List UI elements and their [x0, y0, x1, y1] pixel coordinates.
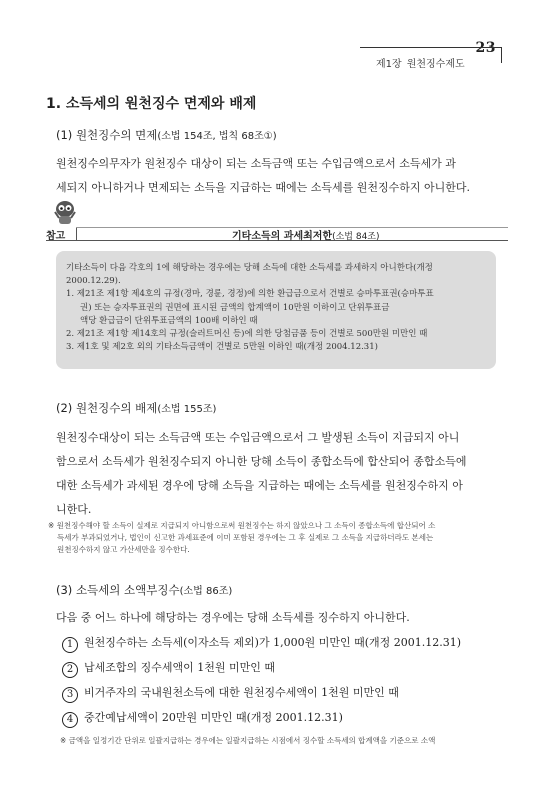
chapter-title: 원천징수제도 [406, 59, 465, 70]
sub1-heading-ref: (소법 154조, 법칙 68조①) [157, 131, 277, 142]
chapter-number: 제1장 [376, 59, 402, 70]
circled-number: 4 [62, 712, 78, 728]
note-item-cont: 액당 환급금이 단위투표금액의 100배 이하인 때 [80, 315, 258, 326]
note-tab-divider [76, 227, 77, 240]
list-item-text: 납세조합의 징수세액이 1천원 미만인 때 [84, 661, 275, 674]
note-title-text: 기타소득의 과세최저한 [232, 231, 333, 242]
sub2-heading-text: (2) 원천징수의 배제 [56, 401, 158, 415]
sub3-intro: 다음 중 어느 하나에 해당하는 경우에는 당해 소득세를 징수하지 아니한다. [56, 611, 410, 624]
sub2-para-line: 원천징수대상이 되는 소득금액 또는 수입금액으로서 그 발생된 소득이 지급되지 아니 [56, 431, 460, 444]
sub2-para-line: 니한다. [56, 503, 92, 516]
sub1-paragraph [56, 152, 504, 200]
note-item-cont: 권) 또는 승자투표권의 권면에 표시된 금액의 합계액이 10만원 이하이고 단위투표금 [80, 302, 390, 313]
section-title: 1. 소득세의 원천징수 면제와 배제 [46, 96, 257, 112]
mascot-icon [52, 198, 78, 226]
circled-number: 1 [62, 637, 78, 653]
sub1-heading-text: (1) 원천징수의 면제 [56, 128, 158, 142]
sub3-heading [56, 582, 232, 598]
sub1-heading [56, 127, 277, 143]
list-item-text: 원천징수하는 소득세(이자소득 제외)가 1,000원 미만인 때(개정 2001.12.31) [84, 636, 462, 649]
chapter-label [376, 55, 465, 70]
note-title [232, 227, 380, 242]
list-item [62, 684, 399, 703]
sub3-footnote: ※ 금액을 일정기간 단위로 일괄지급하는 경우에는 일괄지급하는 시점에서 징수할 소득세의 합계액을 기준으로 소액 [60, 736, 436, 745]
note-item: 1. 제21조 제1항 제4호의 규정(경마, 경륜, 경정)에 의한 환급금으로서 건별로 승마투표권(승마투표 [66, 289, 434, 300]
sub2-heading [56, 400, 216, 416]
list-item-text: 중간예납세액이 20만원 미만인 때(개정 2001.12.31) [84, 711, 343, 724]
sub3-heading-text: (3) 소득세의 소액부징수 [56, 583, 180, 597]
footnote-line: 득세가 부과되었거나, 법인이 신고한 과세표준에 이미 포함된 경우에는 그 후 실제로 그 소득을 지급하더라도 본세는 [57, 533, 434, 542]
note-title-ref: (소법 84조) [332, 232, 380, 242]
footnote-line: 원천징수하지 않고 가산세만을 징수한다. [57, 545, 190, 554]
note-line: 2000.12.29). [66, 276, 121, 287]
note-item: 2. 제21조 제1항 제14호의 규정(슬러트머신 등)에 의한 당첨금품 등이 건별로 500만원 미만인 때 [66, 329, 428, 340]
sub3-heading-ref: (소법 86조) [179, 586, 233, 597]
note-tab: 참고 [46, 231, 66, 242]
sub1-para-line: 세되지 아니하거나 면제되는 소득을 지급하는 때에는 소득세를 원천징수하지 아니한다. [56, 181, 471, 194]
note-item: 3. 제1호 및 제2호 외의 기타소득금액이 건별로 5만원 이하인 때(개정 2004.12.31) [66, 342, 378, 353]
list-item [62, 659, 275, 678]
circled-number: 2 [62, 662, 78, 678]
header-rule [360, 47, 502, 48]
note-line: 기타소득이 다음 각호의 1에 해당하는 경우에는 당해 소득에 대한 소득세를 과세하지 아니한다(개정 [66, 263, 433, 273]
sub2-heading-ref: (소법 155조) [157, 404, 217, 415]
list-item-text: 비거주자의 국내원천소득에 대한 원천징수세액이 1천원 미만인 때 [84, 686, 399, 699]
circled-number: 3 [62, 687, 78, 703]
note-body [66, 262, 486, 354]
sub1-para-line: 원천징수의무자가 원천징수 대상이 되는 소득금액 또는 수입금액으로서 소득세가 과 [56, 157, 456, 170]
sub2-para-line: 함으로서 소득세가 원천징수되지 아니한 당해 소득이 종합소득에 합산되어 종합소득에 [56, 455, 467, 468]
list-item [62, 709, 343, 728]
sub2-footnote [48, 520, 508, 556]
sub2-para-line: 대한 소득세가 과세된 경우에 당해 소득을 지급하는 때에는 소득세를 원천징수하지 아 [56, 479, 463, 492]
list-item [62, 634, 461, 653]
page-number: 23 [475, 40, 496, 56]
sub2-paragraph [56, 426, 504, 522]
header-bracket [495, 47, 502, 63]
footnote-line: ※ 원천징수해야 할 소득이 실제로 지급되지 아니함으로써 원천징수는 하지 않았으나 그 소득이 종합소득에 합산되어 소 [48, 521, 436, 530]
